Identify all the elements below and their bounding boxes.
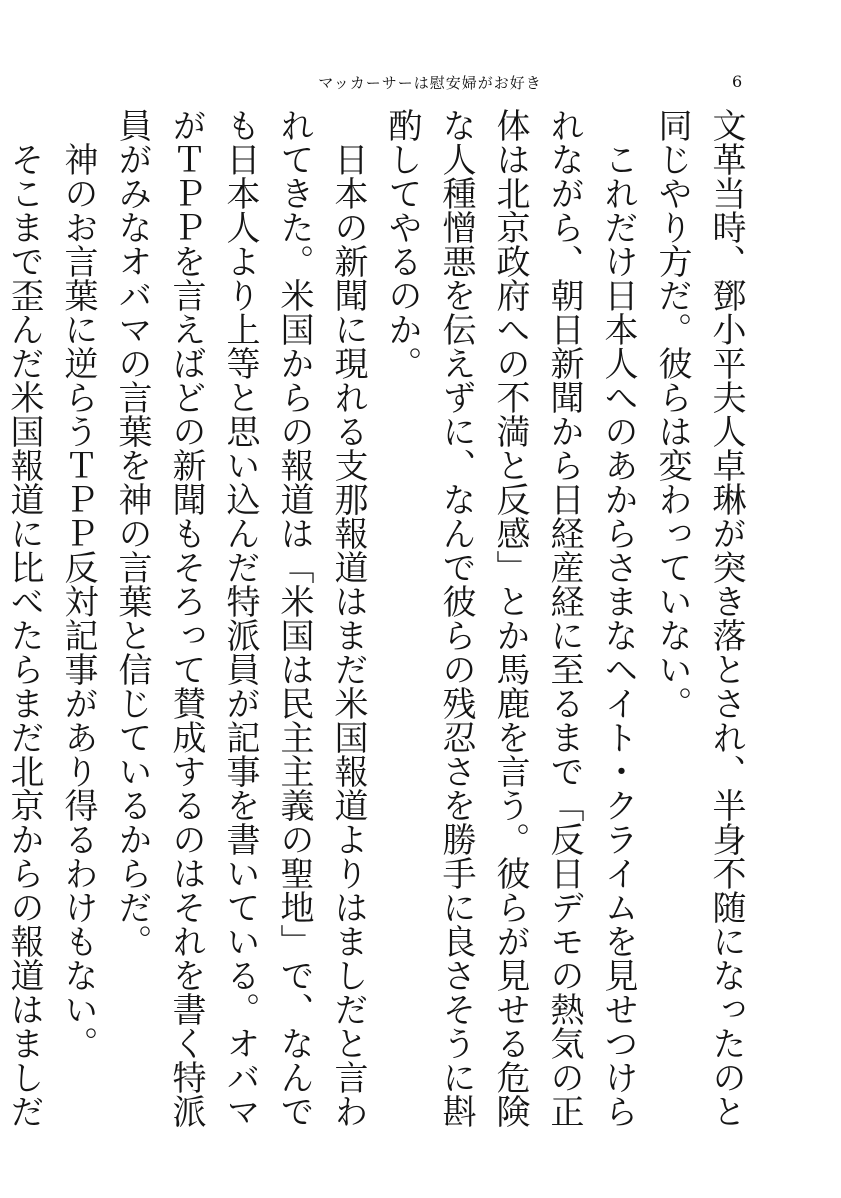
running-title: マッカーサーは慰安婦がお好き [318, 74, 542, 92]
paragraph-1: 文革当時、鄧小平夫人卓琳が突き落とされ、半身不随になったのと同じやり方だ。彼らは変わっていない。 [652, 108, 746, 1128]
paragraph-3: 日本の新聞に現れる支那報道はまだ米国報道よりはましだと言われてきた。米国からの報道は「米国は民主主義の聖地」で、なんでも日本人より上等と思い込んだ特派員が記事を書いている。オバマがＴＰＰを言えばどの新聞もそろって賛成するのはそれを書く特派員がみなオバマの言葉を神の言葉と信じているからだ。 [112, 108, 368, 1128]
page-number: 6 [732, 72, 743, 91]
paragraph-5: そこまで歪んだ米国報道に比べたらまだ北京からの報道はましだ [4, 142, 44, 1128]
paragraph-4: 神のお言葉に逆らうＴＰＰ反対記事があり得るわけもない。 [58, 142, 98, 1060]
paragraph-2: これだけ日本人へのあからさまなヘイト・クライムを見せつけられながら、朝日新聞から日経産経に至るまで「反日デモの熱気の正体は北京政府への不満と反感」とか馬鹿を言う。彼らが見せる危険な人種憎悪を伝えずに、なんで彼らの残忍さを勝手に良さそうに斟酌してやるのか。 [382, 108, 638, 1128]
body-text [4, 108, 753, 1148]
